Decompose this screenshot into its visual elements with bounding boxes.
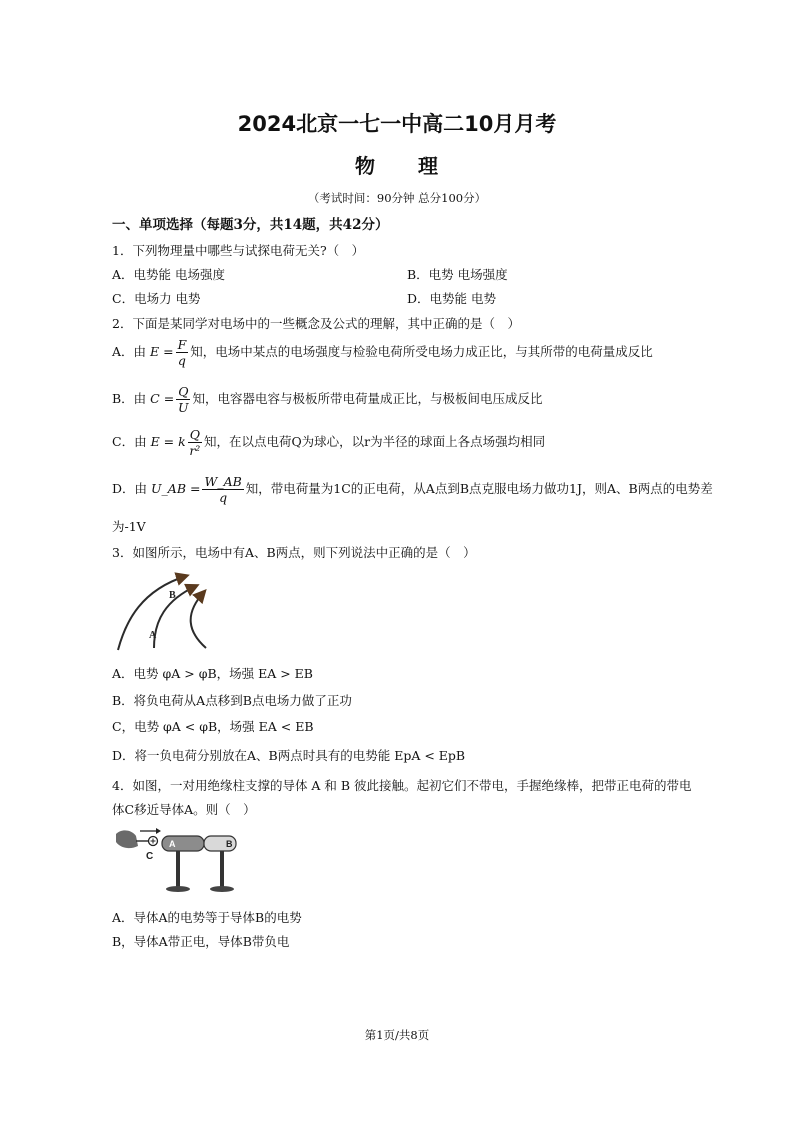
question-2-option-a — [112, 337, 653, 368]
question-3-option-c: C，电势 φA < φB，场强 EA < EB — [112, 719, 314, 734]
stand-b — [220, 851, 224, 887]
subject-title: 物 理 — [355, 154, 439, 178]
question-4-option-a: A．导体A的电势等于导体B的电势 — [112, 910, 302, 925]
question-2-option-b — [112, 384, 542, 415]
question-3-stem: 3．如图所示，电场中有A、B两点，则下列说法中正确的是（ ） — [112, 545, 476, 560]
electric-field-lines-figure — [112, 570, 222, 652]
question-1-option-a: A．电势能 电场强度 — [112, 267, 226, 282]
question-2-option-d-continued: 为-1V — [112, 519, 146, 534]
page-number: 第1页/共8页 — [364, 1028, 430, 1042]
question-2-stem: 2．下面是某同学对电场中的一些概念及公式的理解，其中正确的是（ ） — [112, 316, 520, 331]
question-1-option-b: B．电势 电场强度 — [407, 267, 508, 282]
stand-a — [176, 851, 180, 887]
question-4-stem-line-1: 4．如图，一对用绝缘柱支撑的导体 A 和 B 彼此接触。起初它们不带电，手握绝缘棒，把带正电荷的带电 — [112, 778, 692, 793]
question-4-option-b: B，导体A带正电，导体B带负电 — [112, 934, 290, 949]
question-1-option-c: C．电场力 电势 — [112, 291, 201, 306]
formula-lhs: C = — [150, 391, 175, 406]
numerator: W_AB — [204, 474, 242, 489]
section-heading: 一、单项选择（每题3分，共14题，共42分） — [112, 217, 389, 233]
numerator: Q — [189, 427, 200, 442]
option-text: 知，在以点电荷Q为球心，以r为半径的球面上各点场强均相同 — [203, 434, 546, 449]
fraction — [176, 384, 190, 415]
question-3-option-b: B．将负电荷从A点移到B点电场力做了正功 — [112, 693, 352, 708]
hand-icon — [116, 830, 138, 848]
fraction — [176, 337, 189, 368]
denominator: q — [219, 490, 228, 505]
question-3-option-a: A．电势 φA > φB，场强 EA > EB — [112, 666, 313, 681]
denominator: q — [177, 353, 186, 368]
option-text: 知，电场中某点的电场强度与检验电荷所受电场力成正比，与其所带的电荷量成反比 — [190, 344, 653, 359]
question-4-stem-line-2: 体C移近导体A。则（ ） — [112, 802, 256, 817]
point-b-label: B — [169, 590, 176, 601]
option-prefix: C．由 — [112, 434, 147, 449]
option-text: 知，带电荷量为1C的正电荷，从A点到B点克服电场力做功1J，则A、B两点的电势差 — [245, 481, 713, 496]
question-1-option-d: D．电势能 电势 — [407, 291, 496, 306]
option-prefix: B．由 — [112, 391, 147, 406]
fraction — [188, 427, 202, 458]
conductors-figure — [112, 826, 240, 896]
conductor-a-label: A — [169, 839, 176, 849]
option-prefix: D．由 — [112, 481, 148, 496]
question-2-option-d — [112, 474, 713, 505]
formula-lhs: E = k — [150, 434, 186, 449]
field-line-right — [191, 592, 206, 648]
formula-lhs: U_AB = — [151, 481, 201, 496]
numerator: Q — [178, 384, 189, 399]
conductor-b-label: B — [226, 839, 233, 849]
question-1-stem: 1．下列物理量中哪些与试探电荷无关?（ ） — [112, 243, 365, 258]
option-text: 知，电容器电容与极板所带电荷量成正比，与极板间电压成反比 — [192, 391, 543, 406]
formula-lhs: E = — [150, 344, 174, 359]
question-3-option-d: D．将一负电荷分别放在A、B两点时具有的电势能 EpA < EpB — [112, 748, 466, 763]
body-c-label: C — [146, 851, 154, 862]
numerator: F — [177, 337, 187, 352]
question-2-option-c — [112, 427, 545, 458]
fraction — [202, 474, 243, 505]
denominator: r² — [189, 443, 201, 458]
option-prefix: A．由 — [112, 344, 147, 359]
denominator: U — [178, 400, 189, 415]
point-a-label: A — [149, 630, 157, 641]
exam-title: 2024北京一七一中高二10月月考 — [237, 112, 557, 136]
exam-info: （考试时间：90分钟 总分100分） — [307, 191, 487, 205]
